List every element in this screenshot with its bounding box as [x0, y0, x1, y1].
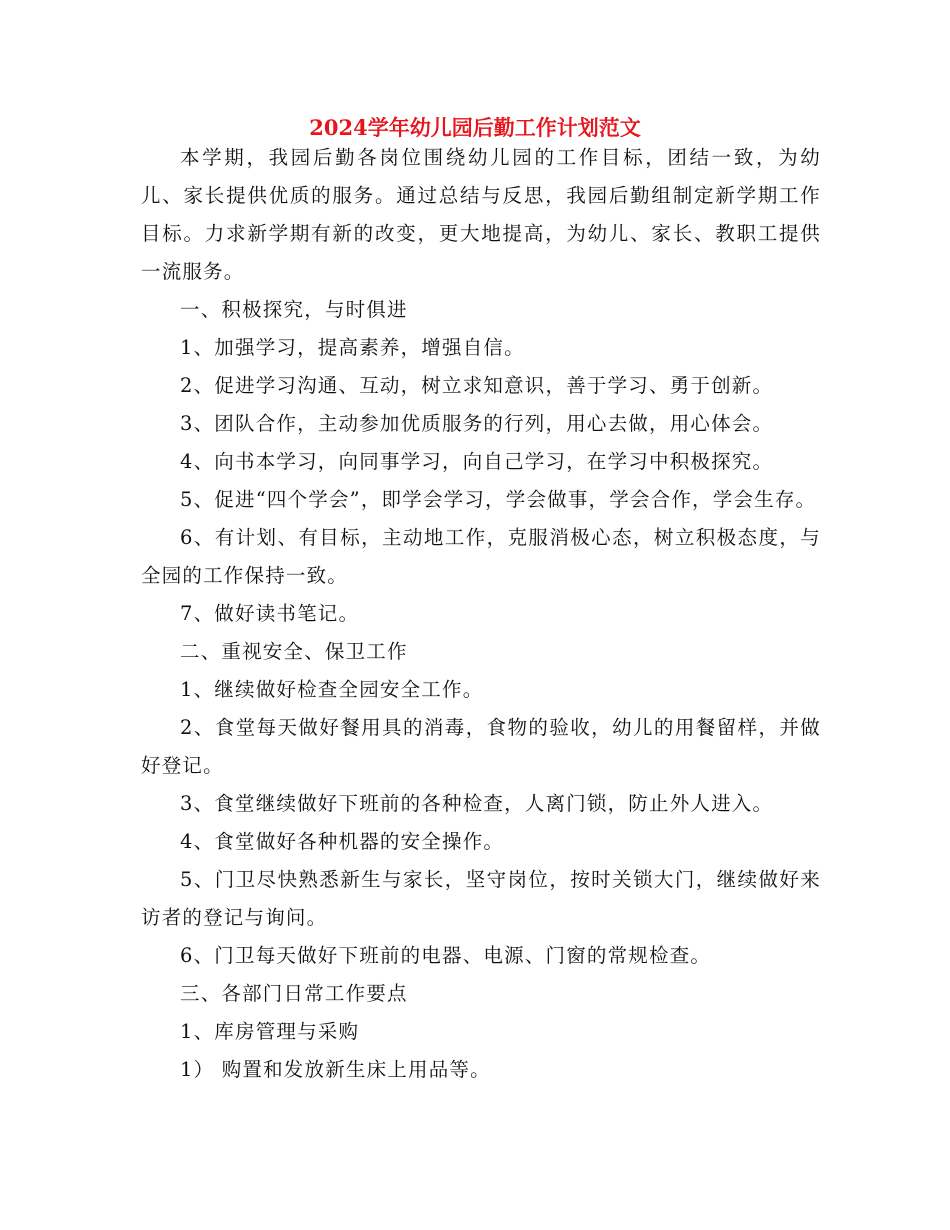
list-item: 1、加强学习，提高素养，增强自信。	[180, 336, 525, 359]
list-item: 4、食堂做好各种机器的安全操作。	[180, 830, 505, 853]
section-heading-2: 二、重视安全、保卫工作	[180, 640, 408, 663]
list-item: 7、做好读书笔记。	[180, 602, 360, 625]
section-heading-3: 三、各部门日常工作要点	[180, 982, 408, 1005]
list-item: 4、向书本学习，向同事学习，向自己学习，在学习中积极探究。	[180, 450, 774, 473]
list-item: 2、食堂每天做好餐用具的消毒，食物的验收，幼儿的用餐留样，并做好登记。	[141, 716, 821, 777]
list-item: 1） 购置和发放新生床上用品等。	[180, 1058, 491, 1081]
list-item: 6、门卫每天做好下班前的电器、电源、门窗的常规检查。	[180, 944, 712, 967]
intro-paragraph: 本学期，我园后勤各岗位围绕幼儿园的工作目标，团结一致，为幼儿、家长提供优质的服务。通过总结与反思，我园后勤组制定新学期工作目标。力求新学期有新的改变，更大地提高，为幼儿、家长、教职工提供一流服务。	[141, 146, 821, 283]
document-title: 2024学年幼儿园后勤工作计划范文	[309, 115, 641, 140]
list-item: 2、促进学习沟通、互动，树立求知意识，善于学习、勇于创新。	[180, 374, 774, 397]
list-item: 3、食堂继续做好下班前的各种检查，人离门锁，防止外人进入。	[180, 792, 774, 815]
list-item: 3、团队合作，主动参加优质服务的行列，用心去做，用心体会。	[180, 412, 774, 435]
list-item: 5、门卫尽快熟悉新生与家长，坚守岗位，按时关锁大门，继续做好来访者的登记与询问。	[141, 868, 821, 929]
list-item: 1、继续做好检查全园安全工作。	[180, 678, 484, 701]
list-item: 6、有计划、有目标，主动地工作，克服消极心态，树立积极态度，与全园的工作保持一致。	[141, 526, 821, 587]
section-heading-1: 一、积极探究，与时俱进	[180, 298, 408, 321]
document-body	[141, 139, 821, 1089]
subsection-heading: 1、库房管理与采购	[180, 1020, 360, 1043]
list-item: 5、促进“四个学会”，即学会学习，学会做事，学会合作，学会生存。	[180, 488, 817, 511]
